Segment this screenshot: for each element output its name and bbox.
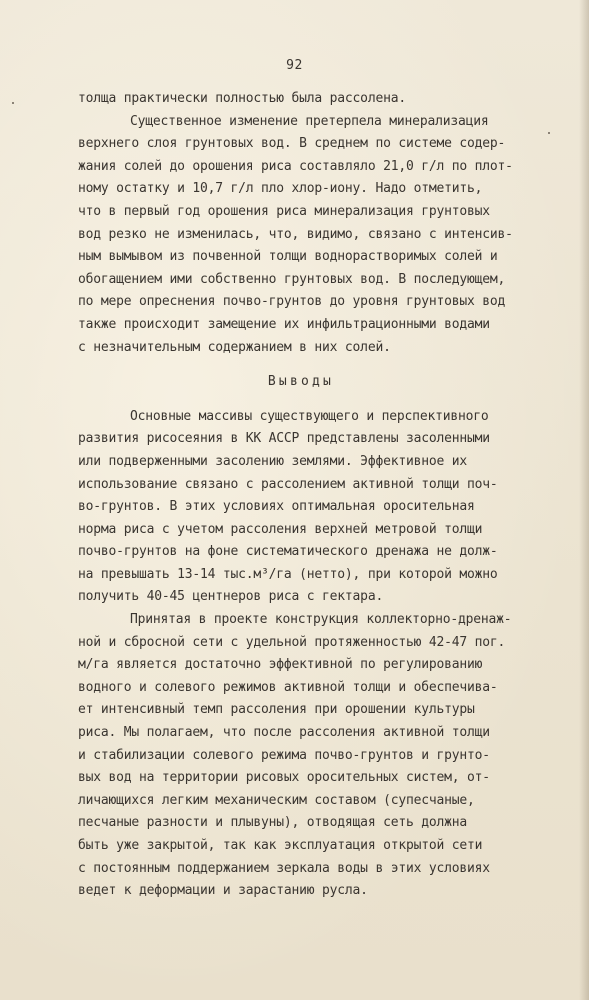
text-line: Существенное изменение претерпела минерализация [130,113,489,129]
text-line: толща практически полностью была рассолена. [78,91,406,106]
text-line: песчаные разности и плывуны), отводящая сеть должна [78,815,467,831]
text-line: вых вод на территории рисовых оросительных систем, от- [78,770,490,786]
text-line: во-грунтов. В этих условиях оптимальная оросительная [78,499,475,515]
text-line: ной и сбросной сети с удельной протяженностью 42-47 пог. [78,634,506,650]
text-line: риса. Мы полагаем, что после рассоления активной толщи [78,725,490,741]
text-line: водного и солевого режимов активной толщи и обеспечива- [78,679,498,695]
text-line: на превышать 13-14 тыс.м³/га (нетто), при которой можно [78,566,498,582]
text-line: ведет к деформации и зарастанию русла. [78,883,368,899]
text-line: ет интенсивный темп рассоления при орошении культуры [78,702,475,718]
page-number: 92 [286,58,303,73]
text-line: личающихся легким механическим составом (супесчаные, [78,792,475,808]
section-heading: Выводы [267,374,335,390]
text-line: с незначительным содержанием в них солей. [78,339,391,355]
text-line: использование связано с рассолением активной толщи поч- [78,476,498,492]
text-line: м/га является достаточно эффективной по регулированию [78,657,483,673]
text-line: быть уже закрытой, так как эксплуатация открытой сети [78,838,483,853]
text-line: Принятая в проекте конструкция коллекторно-дренаж- [130,612,512,628]
text-line: вод резко не изменилась, что, видимо, связано с интенсив- [78,226,513,242]
text-line: норма риса с учетом рассоления верхней метровой толщи [78,521,483,537]
text-line: верхнего слоя грунтовых вод. В среднем по системе содер- [78,136,506,152]
text-line: почво-грунтов на фоне систематического дренажа не долж- [78,544,498,560]
text-line: с постоянным поддержанием зеркала воды в этих условиях [78,860,490,876]
text-line: ным вымывом из почвенной толщи воднорастворимых солей и [78,249,498,265]
text-line: по мере опреснения почво-грунтов до уровня грунтовых вод [78,294,506,310]
text-line: Основные массивы существующего и перспективного [130,408,489,424]
text-line: или подверженными засолению землями. Эффективное их [78,453,467,469]
page-edge-shadow [579,0,589,1000]
paper-speck [12,102,14,104]
text-line: жания солей до орошения риса составляло 21,0 г/л по плот- [78,158,513,174]
text-line: что в первый год орошения риса минерализация грунтовых [78,203,490,219]
text-line: ному остатку и 10,7 г/л пло хлор-иону. Надо отметить, [78,181,483,197]
paper-speck [548,132,550,134]
document-body [78,88,518,903]
text-line: обогащением ими собственно грунтовых вод. В последующем, [78,271,506,287]
text-line: развития рисосеяния в КК АССР представлены засоленными [78,431,490,447]
text-line: также происходит замещение их инфильтрационными водами [78,316,490,332]
text-line: получить 40-45 центнеров риса с гектара. [78,589,384,605]
text-line: и стабилизации солевого режима почво-грунтов и грунто- [78,747,490,763]
